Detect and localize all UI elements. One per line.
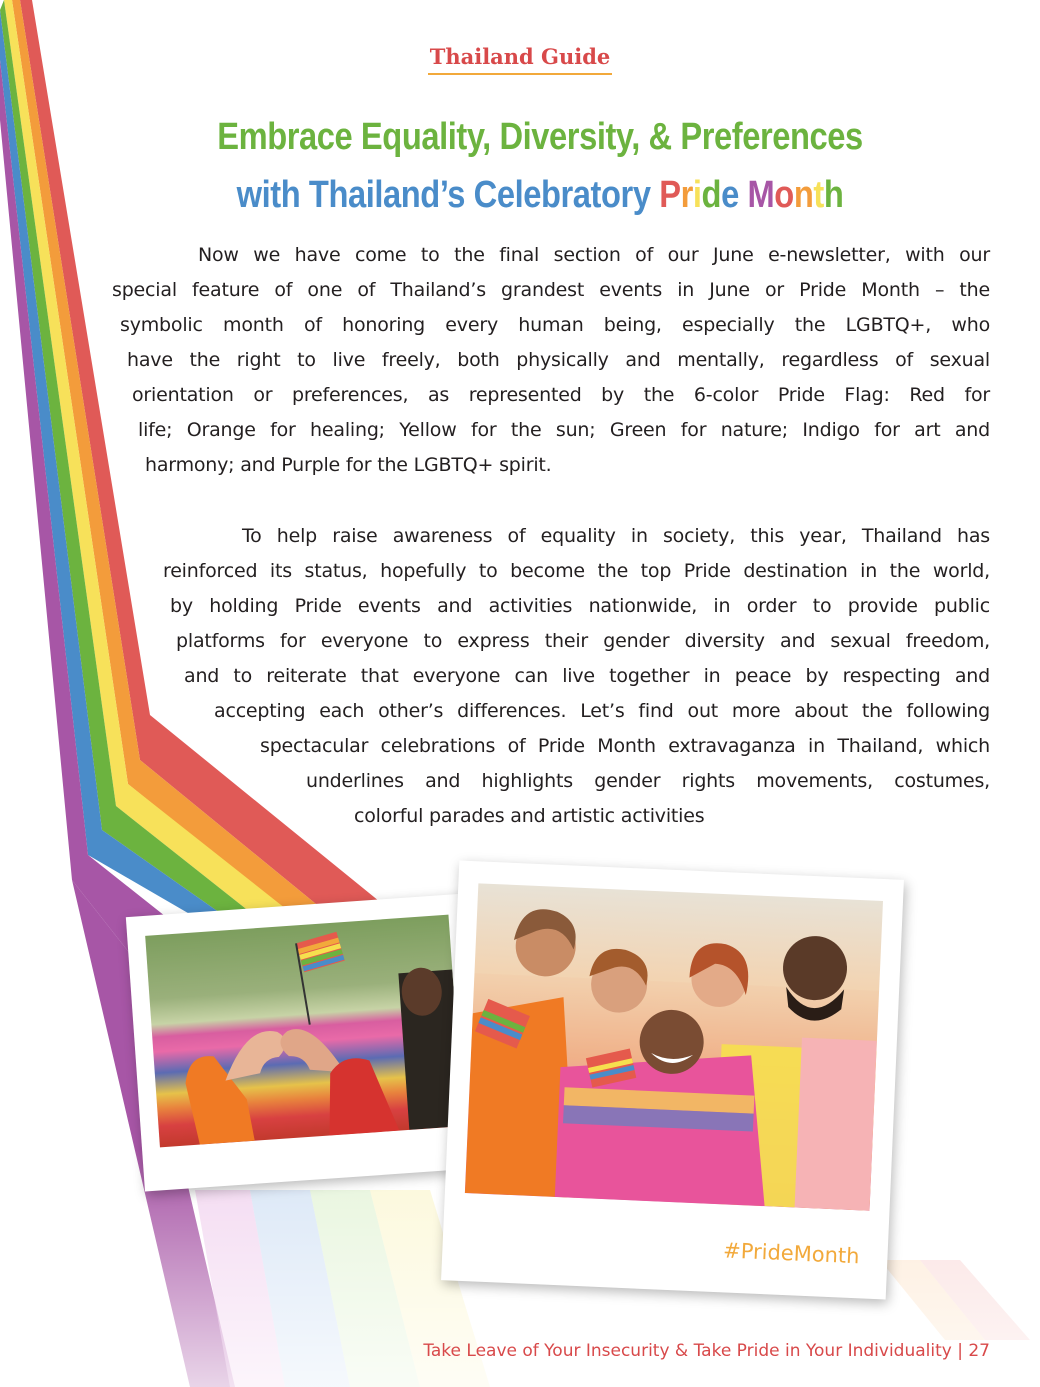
- rainbow-letter: t: [813, 174, 824, 216]
- pride-word: [659, 174, 739, 216]
- intro-paragraph: [0, 238, 1040, 483]
- photo-heart-hands-image: [145, 915, 463, 1148]
- paragraph-line: Now we have come to the final section of our June e-newsletter, with our: [198, 244, 990, 266]
- rainbow-letter: h: [823, 174, 844, 216]
- section-label: [0, 44, 1040, 69]
- rainbow-letter: d: [701, 174, 722, 216]
- paragraph-line: by holding Pride events and activities nationwide, in order to provide public: [170, 595, 990, 617]
- group-illustration: [465, 883, 883, 1210]
- paragraph-line: platforms for everyone to express their gender diversity and sexual freedom,: [176, 630, 990, 652]
- photo-pride-group-image: [465, 883, 883, 1210]
- paragraph-line: harmony; and Purple for the LGBTQ+ spirit.: [145, 454, 552, 476]
- headline-line-2-prefix: with Thailand’s Celebratory: [236, 174, 660, 216]
- rainbow-letter: P: [659, 174, 681, 216]
- rainbow-letter: M: [747, 174, 775, 216]
- headline-line-1: Embrace Equality, Diversity, & Preferences: [217, 116, 863, 158]
- paragraph-line: colorful parades and artistic activities: [354, 805, 705, 827]
- rainbow-letter: o: [774, 174, 794, 216]
- section-label-text: Thailand Guide: [428, 44, 613, 75]
- second-paragraph: [0, 519, 1040, 834]
- heart-hands-illustration: [145, 915, 463, 1148]
- paragraph-line: reinforced its status, hopefully to become the top Pride destination in the world,: [163, 560, 990, 582]
- paragraph-line: accepting each other’s differences. Let’s find out more about the following: [214, 700, 990, 722]
- page-footer: Take Leave of Your Insecurity & Take Pride in Your Individuality | 27: [423, 1341, 990, 1361]
- paragraph-line: life; Orange for healing; Yellow for the sun; Green for nature; Indigo for art and: [138, 419, 990, 441]
- month-word: [747, 174, 843, 216]
- paragraph-line: symbolic month of honoring every human being, especially the LGBTQ+, who: [120, 314, 990, 336]
- rainbow-letter: i: [692, 174, 702, 216]
- headline: [40, 108, 1040, 224]
- paragraph-line: have the right to live freely, both physically and mentally, regardless of sexual: [127, 349, 990, 371]
- paragraph-line: orientation or preferences, as represented by the 6-color Pride Flag: Red for: [132, 384, 990, 406]
- paragraph-line: spectacular celebrations of Pride Month extravaganza in Thailand, which: [260, 735, 990, 757]
- photo-heart-hands: [126, 893, 484, 1191]
- paragraph-line: underlines and highlights gender rights movements, costumes,: [306, 770, 990, 792]
- headline-line-2: [110, 166, 970, 224]
- paragraph-line: and to reiterate that everyone can live together in peace by respecting and: [184, 665, 990, 687]
- photo-pride-group: [441, 860, 904, 1299]
- rainbow-letter: e: [721, 174, 739, 216]
- rainbow-letter: r: [680, 174, 693, 216]
- paragraph-line: special feature of one of Thailand’s grandest events in June or Pride Month – the: [112, 279, 990, 301]
- rainbow-letter: n: [793, 174, 814, 216]
- paragraph-line: To help raise awareness of equality in society, this year, Thailand has: [242, 525, 990, 547]
- photo-caption: #PrideMonth: [722, 1238, 861, 1269]
